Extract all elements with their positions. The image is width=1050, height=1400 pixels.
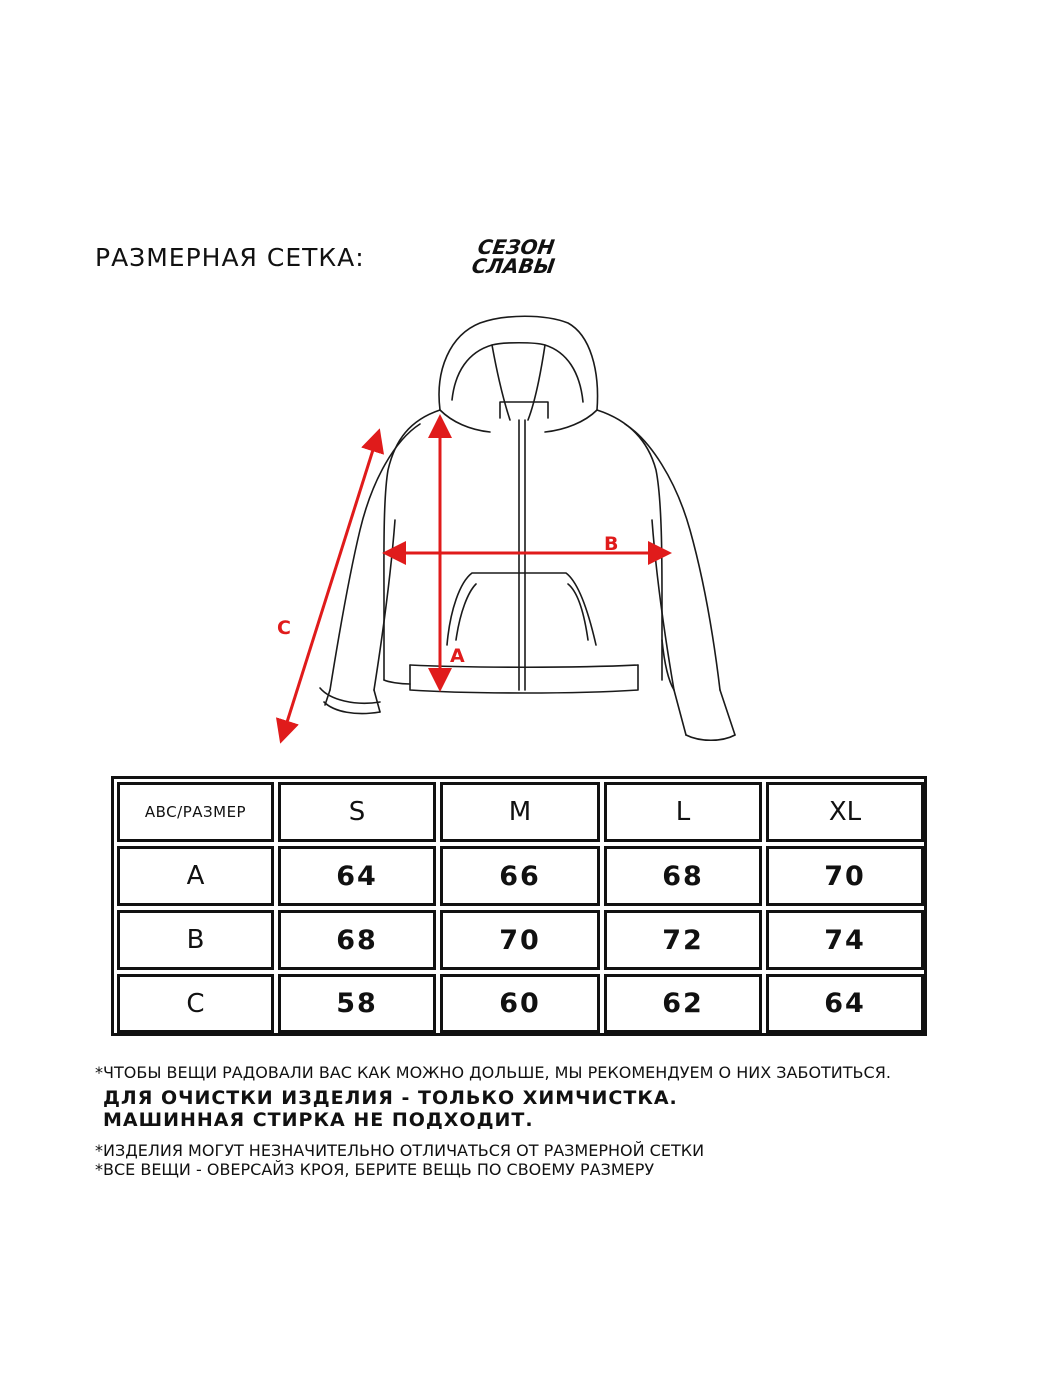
column-header-s: S	[278, 782, 436, 842]
hoodie-diagram	[260, 305, 760, 770]
table-cell: 66	[440, 846, 600, 906]
label-c: C	[277, 617, 291, 639]
label-a: A	[450, 645, 465, 667]
note-oversize: *ВСЕ ВЕЩИ - ОВЕРСАЙЗ КРОЯ, БЕРИТЕ ВЕЩЬ ПО СВОЕМУ РАЗМЕРУ	[95, 1160, 655, 1179]
row-label-b: B	[117, 910, 274, 970]
note-no-machine-wash: МАШИННАЯ СТИРКА НЕ ПОДХОДИТ.	[103, 1109, 534, 1131]
table-cell: 64	[278, 846, 436, 906]
column-header-l: L	[604, 782, 762, 842]
logo-line-2: СЛАВЫ	[470, 254, 557, 278]
measurement-arrows	[282, 420, 666, 738]
row-label-a: A	[117, 846, 274, 906]
table-cell: 70	[766, 846, 924, 906]
table-cell: 60	[440, 974, 600, 1033]
note-care-intro: *ЧТОБЫ ВЕЩИ РАДОВАЛИ ВАС КАК МОЖНО ДОЛЬШЕ, МЫ РЕКОМЕНДУЕМ О НИХ ЗАБОТИТЬСЯ.	[95, 1063, 891, 1082]
table-cell: 58	[278, 974, 436, 1033]
row-label-c: C	[117, 974, 274, 1033]
page-title: РАЗМЕРНАЯ СЕТКА:	[95, 243, 365, 272]
note-dry-clean: ДЛЯ ОЧИСТКИ ИЗДЕЛИЯ - ТОЛЬКО ХИМЧИСТКА.	[103, 1087, 678, 1109]
column-header-xl: XL	[766, 782, 924, 842]
table-cell: 62	[604, 974, 762, 1033]
column-header-m: M	[440, 782, 600, 842]
hoodie-outline	[320, 316, 735, 740]
table-cell: 68	[278, 910, 436, 970]
table-cell: 70	[440, 910, 600, 970]
brand-logo	[470, 237, 585, 279]
size-table	[111, 776, 927, 1036]
table-corner-header: ABC/РАЗМЕР	[117, 782, 274, 842]
table-cell: 72	[604, 910, 762, 970]
label-b: B	[604, 533, 619, 555]
logo-line-1: СЕЗОН	[476, 235, 556, 259]
table-cell: 68	[604, 846, 762, 906]
table-cell: 64	[766, 974, 924, 1033]
note-size-variance: *ИЗДЕЛИЯ МОГУТ НЕЗНАЧИТЕЛЬНО ОТЛИЧАТЬСЯ ОТ РАЗМЕРНОЙ СЕТКИ	[95, 1141, 705, 1160]
table-cell: 74	[766, 910, 924, 970]
